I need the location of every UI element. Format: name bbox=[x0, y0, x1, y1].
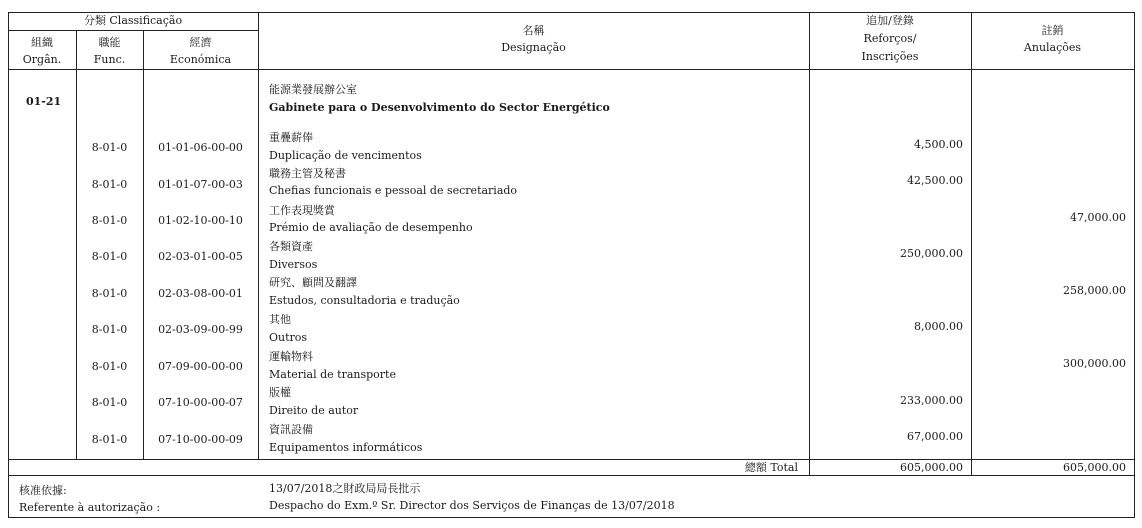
classification-designation-divider bbox=[258, 12, 259, 460]
row-econ: 07-10-00-00-09 bbox=[158, 433, 243, 446]
row-func: 8-01-0 bbox=[91, 287, 128, 300]
table-left-border bbox=[8, 12, 9, 518]
row-func: 8-01-0 bbox=[91, 178, 128, 191]
row-econ: 07-09-00-00-00 bbox=[158, 360, 243, 373]
entity-name-zh: 能源業發展辦公室 bbox=[269, 83, 357, 96]
row-econ: 02-03-08-00-01 bbox=[158, 287, 243, 300]
reinforce-header-pt2: Inscrições bbox=[861, 50, 919, 63]
row-name-pt: Chefias funcionais e pessoal de secretariado bbox=[269, 184, 518, 197]
organ-header-pt: Orgân. bbox=[22, 53, 62, 66]
row-name-pt: Prémio de avaliação de desempenho bbox=[269, 221, 473, 234]
row-name-pt: Equipamentos informáticos bbox=[269, 441, 423, 454]
row-reforco: 250,000.00 bbox=[900, 247, 963, 260]
row-anulacao: 300,000.00 bbox=[1063, 357, 1126, 370]
total-anulacao: 605,000.00 bbox=[1063, 461, 1126, 474]
row-func: 8-01-0 bbox=[91, 250, 128, 263]
authorization-label-zh: 核准依據: bbox=[19, 484, 67, 497]
row-name-zh: 其他 bbox=[269, 313, 291, 326]
row-name-zh: 各類資產 bbox=[269, 240, 313, 253]
row-func: 8-01-0 bbox=[91, 360, 128, 373]
row-func: 8-01-0 bbox=[91, 396, 128, 409]
total-label: 總額 Total bbox=[744, 461, 798, 474]
authorization-text-zh: 13/07/2018之財政局局長批示 bbox=[269, 482, 421, 495]
row-func: 8-01-0 bbox=[91, 141, 128, 154]
designation-header-zh: 名稱 bbox=[522, 24, 545, 37]
cancel-header-zh: 註銷 bbox=[1041, 24, 1064, 37]
total-top-border bbox=[8, 459, 1135, 460]
row-name-zh: 研究、顧問及翻譯 bbox=[269, 276, 357, 289]
row-name-zh: 資訊設備 bbox=[269, 423, 313, 436]
row-name-pt: Duplicação de vencimentos bbox=[269, 149, 422, 162]
func-header-zh: 職能 bbox=[98, 36, 121, 49]
budget-table bbox=[8, 12, 1135, 518]
total-reforco: 605,000.00 bbox=[900, 461, 963, 474]
row-name-pt: Material de transporte bbox=[269, 368, 396, 381]
total-bottom-border bbox=[8, 475, 1135, 476]
row-func: 8-01-0 bbox=[91, 214, 128, 227]
reinforce-header-pt1: Reforços/ bbox=[863, 32, 917, 45]
designation-header-pt: Designação bbox=[501, 41, 566, 54]
cancel-header-pt: Anulações bbox=[1023, 41, 1082, 54]
row-name-zh: 版權 bbox=[269, 386, 291, 399]
authorization-text-pt: Despacho do Exm.º Sr. Director dos Serviços de Finanças de 13/07/2018 bbox=[269, 499, 675, 512]
row-reforco: 4,500.00 bbox=[914, 138, 963, 151]
table-top-border bbox=[8, 12, 1135, 13]
row-func: 8-01-0 bbox=[91, 433, 128, 446]
row-func: 8-01-0 bbox=[91, 323, 128, 336]
entity-code: 01-21 bbox=[26, 95, 62, 108]
row-econ: 01-01-07-00-03 bbox=[158, 178, 243, 191]
func-header-pt: Func. bbox=[93, 53, 126, 66]
reinforce-cancel-divider bbox=[971, 12, 972, 476]
row-name-pt: Outros bbox=[269, 331, 308, 344]
row-reforco: 42,500.00 bbox=[907, 174, 963, 187]
authorization-label-pt: Referente à autorização : bbox=[19, 501, 161, 514]
econ-header-pt: Económica bbox=[169, 53, 232, 66]
organ-header-zh: 組織 bbox=[31, 36, 53, 49]
header-bottom-border bbox=[8, 69, 1135, 70]
row-reforco: 233,000.00 bbox=[900, 394, 963, 407]
row-name-pt: Estudos, consultadoria e tradução bbox=[269, 294, 460, 307]
row-econ: 07-10-00-00-07 bbox=[158, 396, 243, 409]
row-reforco: 8,000.00 bbox=[914, 320, 963, 333]
row-econ: 02-03-01-00-05 bbox=[158, 250, 243, 263]
row-name-zh: 工作表現獎賞 bbox=[269, 204, 335, 217]
row-name-zh: 重疊薪俸 bbox=[269, 131, 313, 144]
row-name-pt: Direito de autor bbox=[269, 404, 359, 417]
row-econ: 01-01-06-00-00 bbox=[158, 141, 243, 154]
reinforce-header-zh: 追加/登錄 bbox=[866, 14, 914, 27]
row-name-zh: 運輸物料 bbox=[269, 350, 313, 363]
classification-header: 分類 Classificação bbox=[83, 14, 183, 27]
row-name-pt: Diversos bbox=[269, 258, 318, 271]
entity-name-pt: Gabinete para o Desenvolvimento do Sector Energético bbox=[269, 101, 610, 114]
row-econ: 01-02-10-00-10 bbox=[158, 214, 243, 227]
row-name-zh: 職務主管及秘書 bbox=[269, 167, 346, 180]
classification-divider bbox=[8, 30, 258, 31]
footer-bottom-border bbox=[8, 517, 1135, 518]
row-reforco: 67,000.00 bbox=[907, 430, 963, 443]
table-right-border bbox=[1134, 12, 1135, 518]
row-anulacao: 258,000.00 bbox=[1063, 284, 1126, 297]
row-econ: 02-03-09-00-99 bbox=[158, 323, 243, 336]
row-anulacao: 47,000.00 bbox=[1070, 211, 1126, 224]
econ-header-zh: 經濟 bbox=[189, 36, 212, 49]
